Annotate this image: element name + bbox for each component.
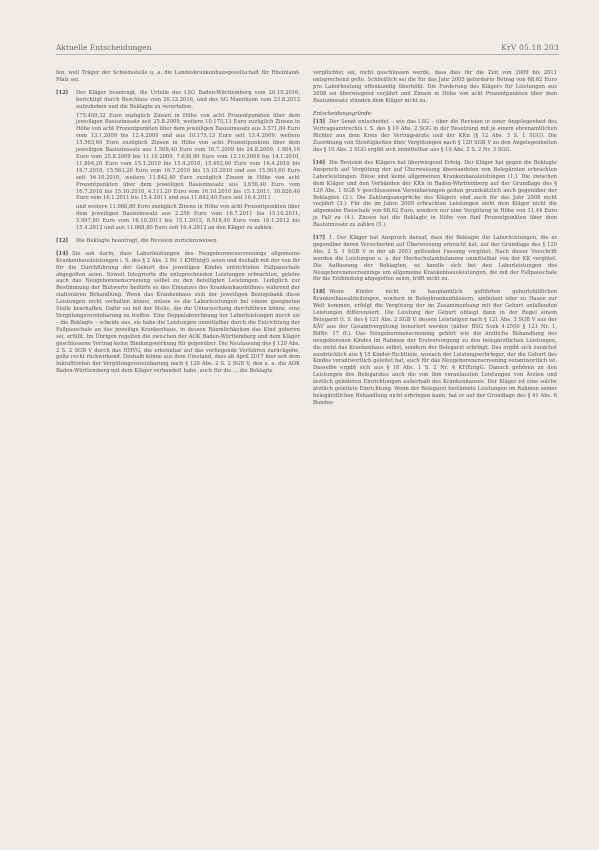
paragraph-text: 1. Der Kläger hat Anspruch darauf, dass die Beklagte die Laborleistungen, die er gegenüber deren Versicherten auf Überweisung erbracht hat, auf der Grundlage des § 120 Abs. 2 S. 1 SGB V in der ab 2003 geltenden Fassung vergütet. Nach dieser Vorschrift werden die Leistungen u. a. der Hochschulambulanzen unmittelbar von der KK vergütet. Die Auffassung der Beklagten, es handle sich bei den Laborleistungen des Neugeborenenscreenings um allgemeine Krankenhausleistungen, die mit der Fallpauschale für die Entbindung abgegolten seien, trifft nicht zu.: [313, 235, 557, 283]
paragraph-text: Der Senat entscheidet – wie das LSG – über die Revision in einer Angelegenheit des Vertragsarztrechts i. S. des § 10 Abs. 2 SGG in der Besetzung mit je einem ehrenamtlichen Richter aus dem Kreis der Vertragsärzte und der KKn (§ 12 Abs. 3 S. 1 SGG). Die Zuordnung von Streitigkeiten über Vergütungen nach § 120 SGB V zu den Angelegenheiten des § 10 Abs. 2 SGG ergibt sich unmittelbar aus § 10 Abs. 2 S. 2 Nr. 3 SGG.: [313, 119, 557, 154]
paragraph-17: [313, 235, 557, 283]
paragraph-12: [56, 90, 300, 232]
journal-page-number: KrV 05.18 203: [501, 43, 559, 52]
page-header: [56, 40, 559, 55]
paragraph-number: [12]: [56, 237, 69, 244]
left-column: [56, 70, 300, 381]
paragraph-number: [15]: [313, 119, 326, 126]
paragraph-number: [16]: [313, 159, 326, 166]
paragraph-number: [17]: [313, 235, 326, 242]
paragraph-text: Die Beklagte beantragt, die Revision zurückzuweisen.: [76, 237, 219, 244]
paragraph-16: [313, 160, 557, 229]
paragraph-number: [12]: [56, 89, 69, 96]
paragraph-text: Der Kläger beantragt, die Urteile des LSG Baden-Württemberg vom 26.10.2016, berichtigt durch Beschluss vom 20.12.2016, und des SG Mannheim vom 23.8.2012 aufzuheben und die Beklagte zu verurteilen,: [76, 89, 300, 110]
paragraph-number: [14]: [56, 250, 69, 257]
paragraph-12b: [56, 238, 300, 245]
paragraph-15: [313, 119, 557, 154]
right-column: [313, 70, 557, 413]
paragraph: verpflichtet sei, nicht geschlossen werde, dass dies für die Zeit von 2009 bis 2011 entsprechend gelte. Schließlich sei die für das Jahr 2005 geforderte Betrag von 68,62 Euro pro Laborleistung offenkundig überhöht. Die Forderung des Klägers für Leistungen aus 2008 sei überwiegend verjährt und Zinsen in Höhe von acht Prozentpunkten über dem Basiszinssatz stünden dem Kläger nicht zu.: [313, 70, 557, 104]
section-heading: Entscheidungsgründe:: [313, 110, 373, 117]
paragraph-number: [18]: [313, 289, 326, 296]
paragraph-14: [56, 251, 300, 375]
paragraph: fen, weil Träger der Schiedsstelle u. a. die Landeskrankenhausgesellschaft für Rheinland-Pfalz sei.: [56, 70, 300, 83]
paragraph-text: Wenn Kinder nicht in hauptamtlich geführten geburtshilflichen Krankenhausabteilungen, sondern in Belegkrankenhäusern, ambulant oder zu Hause zur Welt kommen, erfolgt die Vergütung der im Zusammenhang mit der Geburt anfallenden Leistungen differenziert. Die Leistung der Geburt obliegt dann in der Regel einem Belegarzt (i. S. des § 121 Abs. 2 SGB V, dessen Leistungen nach § 121 Abs. 3 SGB V aus der KÄV aus der Gesamtvergütung honoriert werden (näher BSG Sozk 4-2500 § 121 Nr. 1, RdNr. 17 ff.). Das Neugeborenenscreening gehört wie die ärztliche Behandlung des neugeborenen Kindes im Rahmen der Erstversorgung zu den belegärztlichen Leistungen, die nicht das Krankenhaus selbst, sondern der Belegarzt erbringt. Das ergibt sich zunächst ausdrücklich aus § 18 Kinder-Richtlinie, wonach der Leistungserbringer, der die Geburt des Kindes verantwortlich geleitet hat, auch für das Neugeborenenscreening verantwortlich ist. Dasselbe ergibt sich aus § 18 Abs. 1 S. 2 Nr. 4 KHEntgG. Danach gehören zu den Leistungen des Belegarztes auch die von ihm veranlassten Leistungen von Ärzten und ärztlich geleiteten Einrichtungen außerhalb des Krankenhauses. Der Kläger ist eine solche ärztlich geleitete Einrichtung. Wenn der Belegarzt bestimmte Leistungen im Rahmen seiner belegärztlichen Behandlung nicht erbringen kann, hat er auf der Grundlage des § 41 Abs. 6 Bundes-: [313, 289, 557, 406]
paragraph-18: [313, 289, 557, 406]
paragraph-text: und weitere 11.668,80 Euro zuzüglich Zinsen in Höhe von acht Prozentpunkten über dem jeweiligen Basiszinssatz aus 2.256 Euro vom 16.7.2011 bis 15.10.2011, 5.997,60 Euro vom 16.10.2011 bis 15.1.2012, 8.518,40 Euro vom 16.1.2012 bis 15.4.2012 und aus 11.668,80 Euro seit 16.4.2012 an den Kläger zu zahlen.: [76, 204, 300, 232]
paragraph-text: Sie sah darin, dass Laborleistungen des Neugeborenenscreenings allgemeine Krankenhausleistungen i. S. des § 2 Abs. 2 Nr. 1 KHEntgG seien und deshalb mit der von ihr für die Durchführung der Geburt des jeweiligen Kindes entrichteten Fallpauschale abgegolten seien. Soweit Integrierte die entsprechenden Leistungen erbrachten, gehöre auch das Neugeborenenscreening selbst zu den beteiligten Leistungen. Lediglich zur Bestimmung der Blutwerte bedürfe es des Einsatzes des Krankenhausbühnes während der stationären Behandlung. Wenn das Krankenhaus sich der jeweiligen Bezugsbank diese Leistungen nicht verhalten könne, müsse es die Laborleistungen bei einem geeigneten Stelle beschaffen. Dafür sei mit der Stelle, die die Untersuchung durchführen könne, eine Vergütungsvereinbarung zu treffen. Eine Doppelabrechnung der Laborleistungen durch sie – die Beklagte – scheide aus, sie habe die Leistungen unmittelbar durch die Entrichtung der Fallpauschale an das jeweilige Krankenhaus, in dessen Räumlichkeiten das Kind geboren sei, erfüllt. Im Übrigen regelten die zwischen der AOK Baden-Württemberg und dem Kläger geschlossene Vertrag keine Bindungswirkung für gegenüber. Die Neufassung des § 120 Abs. 2 S. 2 SGB V durch das HHVG, die erkennbar auf das vorliegende Verfahren zurückgehe, gelte recht rückwirkend. Deshalb könne aus dem Umstand, dass ab April 2017 hier seit dem Inkrafttreten der Vergütungsvereinbarung nach § 120 Abs. 2 S. 2 SGB V, den u. a. die AOK Baden-Württemberg mit dem Kläger verhandelt habe, auch für die ... die Beklagte: [56, 250, 300, 375]
section-title: Aktuelle Entscheidungen: [56, 43, 152, 52]
paragraph-text: 175.409,32 Euro zuzüglich Zinsen in Höhe von acht Prozentpunkten über dem jeweiligen Basiszinssatz seit 25.8.2009, weitere 10.175,13 Euro zuzüglich Zinsen in Höhe von acht Prozentpunkten über dem jeweiligen Basiszinssatz aus 3.571,84 Euro vom 13.1.2009 bis 12.4.2009 und aus 10.175,13 Euro seit 13.4.2009, weitere 15.563,60 Euro zuzüglich Zinsen in Höhe von acht Prozentpunkten über dem jeweiligen Basiszinssatz aus 1.568,40 Euro vom 16.7.2009 bis 24.8.2009, 1.904,16 Euro vom 25.8.2009 bis 11.10.2009, 7.638,80 Euro vom 12.10.2009 bis 14.1.2010, 11.804,20 Euro vom 15.1.2010 bis 15.4.2010, 15.402,60 Euro vom 16.4.2010 bis 16.7.2010, 15.563,20 Euro vom 16.7.2010 bis 15.10.2010 und aus 15.563,60 Euro seit 16.10.2010, weitere 11.842,40 Euro zuzüglich Zinsen in Höhe von acht Prozentpunkten über dem jeweiligen Basiszinssatz aus 3.656,40 Euro vom 16.7.2010 bis 15.10.2010, 4.111,20 Euro vom 16.10.2010 bis 15.1.2011, 10.826,40 Euro vom 16.1.2011 bis 15.4.2011 und aus 11.842,40 Euro seit 16.4.2011: [76, 112, 300, 202]
paragraph-text: Die Revision des Klägers hat überwiegend Erfolg. Der Kläger hat gegen die Beklagte Anspruch auf Vergütung der auf Überweisung übersandeten von Belegärzten erbrachten Laborleistungen. Diese sind keine allgemeinen Krankenhausleistungen (1.). Die zwischen dem Kläger und den Verbänden der KKn in Baden-Württemberg auf der Grundlage des § 120 Abs. 1 SGB V geschlossenen Vereinbarungen gelten grundsätzlich auch gegenüber der Beklagten (2.). Die Zahlungsansprüche des Klägers sind auch für das Jahr 2008 nicht verjährt (3.). Für die im Jahre 2009 erbrachten Leistungen steht dem Kläger nicht die allgemeine Pauschale von 68,62 Euro, sondern nur eine Vergütung in Höhe von 11,44 Euro je Fall zu (4.). Zinsen hat die Beklagte in Höhe von fünf Prozentpunkten über dem Basiszinssatz zu zahlen (5.).: [313, 159, 557, 229]
